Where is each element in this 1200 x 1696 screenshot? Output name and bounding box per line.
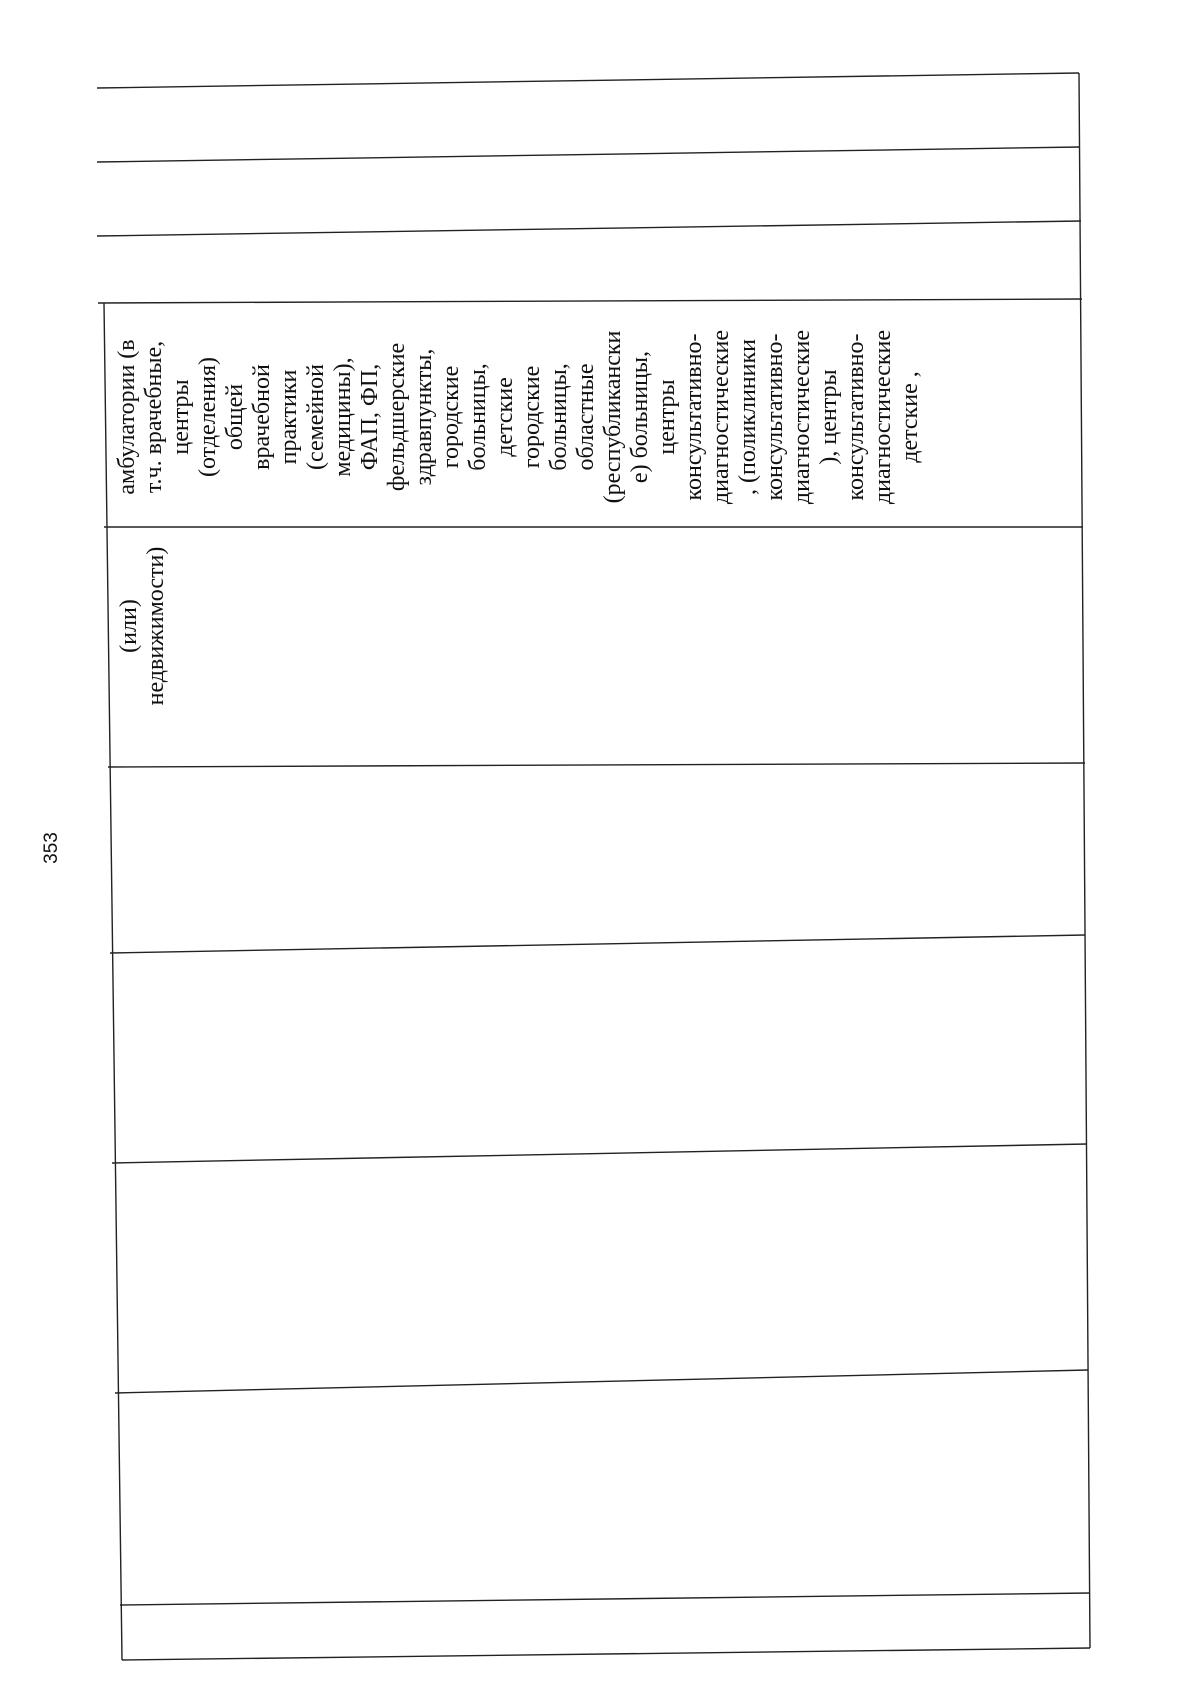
cell-line: (семейной bbox=[303, 364, 329, 470]
cell-line: областные bbox=[573, 363, 599, 471]
cell-line: консультативно- bbox=[843, 333, 869, 501]
cell-line: диагностические bbox=[789, 329, 815, 505]
cell-line: городские bbox=[438, 365, 464, 469]
cell-line: больницы, bbox=[465, 363, 491, 471]
cell-line: диагностические bbox=[708, 329, 734, 505]
cell-line: центры bbox=[654, 379, 680, 455]
facility-types-cell bbox=[114, 304, 924, 530]
cell-line: амбулатории (в bbox=[114, 339, 140, 495]
row-line-3 bbox=[98, 299, 1082, 303]
column-line-4 bbox=[112, 1144, 1087, 1163]
column-line-6 bbox=[120, 1593, 1090, 1605]
cell-line: врачебной bbox=[249, 364, 275, 470]
column-line-2 bbox=[108, 763, 1085, 767]
realty-cell bbox=[116, 492, 170, 760]
table-border-right bbox=[1079, 73, 1090, 1648]
cell-line: городские bbox=[519, 365, 545, 469]
cell-line: здравпункты, bbox=[411, 348, 437, 486]
cell-line: ФАП, ФП, bbox=[357, 363, 383, 471]
table-border-top bbox=[97, 73, 1079, 88]
cell-line: , (поликлиники bbox=[735, 339, 761, 496]
row-line-1 bbox=[97, 147, 1080, 162]
cell-line: ), центры bbox=[816, 369, 842, 465]
cell-line: (или) bbox=[116, 599, 142, 653]
cell-line: (отделения) bbox=[195, 356, 221, 478]
cell-line: практики bbox=[276, 369, 302, 465]
column-line-3 bbox=[110, 935, 1085, 953]
cell-line: недвижимости) bbox=[143, 546, 169, 706]
cell-line: центры bbox=[168, 379, 194, 455]
cell-line: медицины), bbox=[330, 357, 356, 477]
cell-line: (республикански bbox=[600, 330, 626, 504]
cell-line: консультативно- bbox=[762, 333, 788, 501]
cell-line: детские , bbox=[897, 371, 923, 463]
cell-line: общей bbox=[222, 383, 248, 451]
cell-line: больницы, bbox=[546, 363, 572, 471]
cell-line: детские bbox=[492, 377, 518, 457]
cell-line: е) больницы, bbox=[627, 350, 653, 484]
cell-line: т.ч. врачебные, bbox=[141, 340, 167, 494]
cell-line: консультативно- bbox=[681, 333, 707, 501]
cell-line: фельдшерские bbox=[384, 342, 410, 492]
row-line-2 bbox=[97, 221, 1081, 236]
table-border-bottom bbox=[122, 1648, 1090, 1660]
page-number: 353 bbox=[41, 832, 62, 864]
column-line-5 bbox=[115, 1370, 1088, 1393]
cell-line: диагностические bbox=[870, 329, 896, 505]
